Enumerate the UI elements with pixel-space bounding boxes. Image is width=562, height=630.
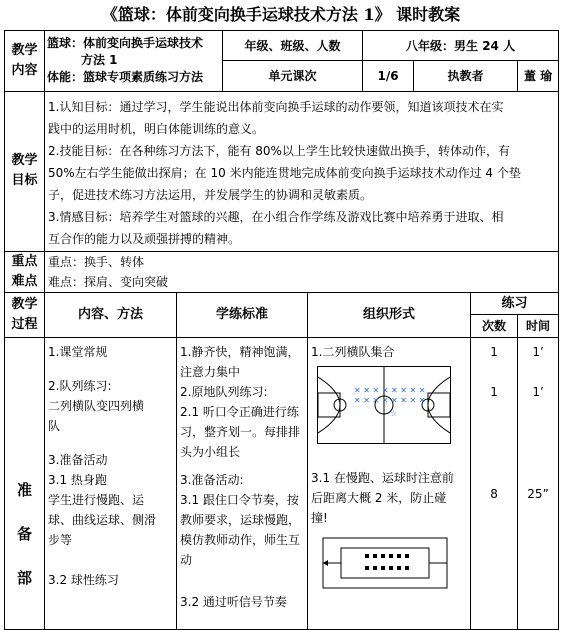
col-form-header: 组织形式 (308, 293, 471, 337)
times-value: 8 (490, 486, 498, 501)
standard-text: 2.原地队列练习: (180, 384, 268, 399)
prep-duration-cell (518, 337, 559, 629)
col-times-header: 次数 (471, 315, 518, 337)
keypoints-cell (45, 251, 559, 292)
goal-line: 50%左右学生能做出探肩；在 10 米内能连贯地完成体前变向换手运球技术动作过 4 个垫 (48, 165, 521, 180)
formation-diagram (321, 534, 449, 592)
goal-line: 互合作的能力以及顽强拼搏的精神。 (48, 231, 241, 246)
page-title: 《篮球：体前变向换手运球技术方法 1》 课时教案 (101, 5, 461, 24)
content-text: 球、曲线运球、侧滑 (48, 512, 157, 527)
col-practice-header: 练习 (471, 293, 559, 315)
content-cell (45, 31, 223, 92)
col-duration-header: 时间 (518, 315, 559, 337)
duration-value: 25” (527, 486, 549, 501)
form-text: 1.二列横队集合 (311, 344, 395, 359)
standard-text: 动 (180, 552, 193, 567)
times-value: 1 (490, 384, 498, 399)
goals-cell (45, 91, 559, 251)
prep-label-char: 准 (16, 480, 32, 499)
goal-line: 1.认知目标：通过学习，学生能说出体前变向换手运球的动作要领，知道该项技术在实 (48, 99, 504, 114)
form-text: 撞! (311, 510, 328, 525)
content-text: 1.课堂常规 (48, 344, 108, 359)
standard-text: 头为小组长 (180, 444, 241, 459)
duration-value: 1’ (532, 384, 544, 399)
teacher-label: 执教者 (414, 61, 518, 91)
content-text: 3.1 热身跑 (48, 472, 107, 487)
form-text: 3.1 在慢跑、运球时注意前 (311, 470, 454, 485)
prep-form-cell (308, 337, 471, 629)
prep-content-cell (45, 337, 177, 629)
content-text: 二列横队变四列横 (48, 398, 145, 413)
content-line: 方法 1 (81, 53, 118, 68)
times-value: 1 (490, 344, 498, 359)
formation-diagram-svg (321, 534, 449, 592)
keypoint-line: 难点：探肩、变向突破 (48, 275, 169, 289)
standard-text: 习，整齐划一。每排排 (180, 424, 301, 439)
content-text: 3.2 球性练习 (48, 572, 119, 587)
standard-text: 注意力集中 (180, 364, 241, 379)
svg-text:✕ ✕ ✕ ✕ ✕ ✕ ✕ ✕: ✕ ✕ ✕ ✕ ✕ ✕ ✕ ✕ (354, 395, 426, 405)
standard-text: 3.1 跟住口令节奏，按 (180, 492, 299, 507)
lesson-plan-table (4, 30, 559, 630)
standard-text: 2.1 听口令正确进行练 (180, 404, 299, 419)
goals-label: 教学目标 (5, 91, 45, 251)
grade-label: 年级、班级、人数 (223, 31, 363, 61)
prep-times-cell (471, 337, 518, 629)
content-line: 篮球：体前变向换手运球技术 (47, 36, 204, 51)
standard-text: 模仿教师动作，师生互 (180, 532, 301, 547)
goal-line: 子，促进技术练习方法运用，并发展学生的协调和灵敏素质。 (48, 187, 373, 202)
standard-text: 教师要求，运球慢跑， (180, 512, 301, 527)
content-text: 3.准备活动 (48, 452, 108, 467)
standard-text: 1.静齐快，精神饱满， (180, 344, 300, 359)
prep-label-char: 备 (16, 524, 32, 543)
goal-line: 3.情感目标：培养学生对篮球的兴趣，在小组合作学练及游戏比赛中培养勇于进取、相 (48, 209, 504, 224)
duration-value: 1’ (532, 344, 544, 359)
keypoints-label: 重点难点 (5, 251, 45, 292)
standard-text: 3.准备活动: (180, 472, 244, 487)
grade-value: 八年级：男生 24 人 (363, 31, 559, 61)
teacher-value: 董 瑜 (518, 61, 559, 91)
prep-label-char: 部 (16, 568, 32, 587)
col-content-header: 内容、方法 (45, 293, 177, 337)
goal-line: 践中的运用时机，明白体能训练的意义。 (48, 121, 265, 136)
content-text: 步等 (48, 532, 73, 547)
svg-text:☆: ☆ (390, 408, 398, 418)
process-label: 教学过程 (5, 293, 45, 337)
keypoint-line: 重点：换手、转体 (48, 255, 145, 269)
standard-text: 3.2 通过听信号节奏 (180, 594, 287, 609)
court-diagram (317, 366, 451, 444)
content-text: 队 (48, 418, 61, 433)
content-text: 2.队列练习: (48, 378, 112, 393)
svg-text:✕ ✕ ✕ ✕ ✕ ✕ ✕ ✕: ✕ ✕ ✕ ✕ ✕ ✕ ✕ ✕ (354, 385, 426, 395)
unit-value: 1/6 (363, 61, 414, 91)
form-text: 后距离大概 2 米，防止碰 (311, 490, 447, 505)
prep-label (5, 337, 45, 629)
prep-standard-cell (177, 337, 308, 629)
content-text: 学生进行慢跑、运 (48, 492, 145, 507)
content-label: 教学内容 (5, 31, 45, 92)
col-standard-header: 学练标准 (177, 293, 308, 337)
unit-label: 单元课次 (223, 61, 363, 91)
goal-line: 2.技能目标：在各种练习方法下，能有 80%以上学生比较快速做出换手，转体动作，有 (48, 143, 510, 158)
court-diagram-svg (318, 367, 450, 443)
content-line: 体能：篮球专项素质练习方法 (47, 70, 204, 85)
